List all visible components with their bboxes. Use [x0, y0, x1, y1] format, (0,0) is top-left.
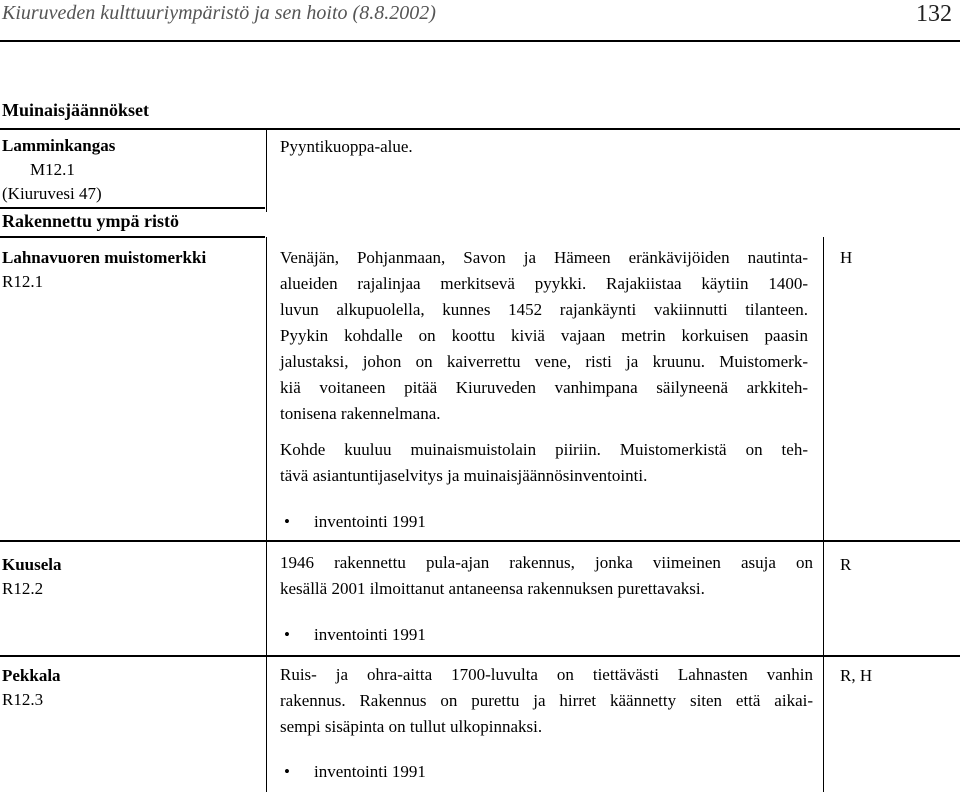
section-heading-rakennettu-ymparisto: Rakennettu ympä ristö	[2, 211, 180, 231]
inventory-bullet	[284, 625, 426, 645]
text-line: tävä asiantuntijaselvitys ja muinaisjäännösinventointi.	[280, 466, 648, 485]
text-line: Pyyntikuoppa-alue.	[280, 137, 413, 156]
document-header-title: Kiuruveden kulttuuriympäristö ja sen hoito (8.8.2002)	[2, 2, 436, 24]
entry-description	[280, 245, 808, 427]
text-line: Kohde kuuluu muinaismuistolain piiriin. Muistomerkistä on teh-	[280, 440, 808, 459]
text-line: 1946 rakennettu pula-ajan rakennus, jonka viimeinen asuja on	[280, 553, 813, 572]
column-divider-left-2	[266, 237, 267, 792]
rule-rakennettu-bottom	[0, 236, 265, 238]
entry-description	[280, 550, 813, 602]
text-line: luvun alkupuolella, kunnes 1452 rajankäynti vakiinnutti tilanteen.	[280, 300, 808, 319]
entry-name: Pekkala	[2, 666, 61, 685]
rule-entry-3	[0, 655, 960, 657]
rule-rakennettu-top	[0, 207, 265, 209]
header-rule	[0, 40, 960, 42]
inventory-bullet	[284, 512, 426, 532]
entry-code: R12.1	[2, 272, 44, 291]
classification: R, H	[840, 666, 873, 685]
page-number: 132	[916, 1, 952, 27]
entry-code: (Kiuruvesi 47)	[2, 184, 102, 203]
entry-code: M12.1	[30, 160, 75, 179]
text-line: kiä voitaneen pitää Kiuruveden vanhimpana säilyneenä arkkiteh-	[280, 378, 808, 397]
bullet-icon: •	[284, 625, 290, 644]
text-line: kesällä 2001 ilmoittanut antaneensa rakennuksen purettavaksi.	[280, 579, 705, 598]
inventory-text: inventointi 1991	[314, 762, 426, 781]
entry-description	[280, 134, 413, 160]
text-line: alueiden rajalinjaa merkitsevä pyykki. Rajakiistaa käytiin 1400-	[280, 274, 808, 293]
text-line: Pyykin kohdalle on koottu kiviä vajaan metrin korkuisen paasin	[280, 326, 808, 345]
classification: H	[840, 248, 853, 267]
inventory-text: inventointi 1991	[314, 512, 426, 531]
rule-entry-2	[0, 540, 960, 542]
text-line: rakennus. Rakennus on purettu ja hirret käännetty siten että aikai-	[280, 691, 813, 710]
entry-code: R12.3	[2, 690, 44, 709]
entry-name: Lamminkangas	[2, 136, 116, 155]
text-line: tonisena rakennelmana.	[280, 404, 441, 423]
inventory-bullet	[284, 762, 426, 782]
text-line: Venäjän, Pohjanmaan, Savon ja Hämeen eränkävijöiden nautinta-	[280, 248, 808, 267]
text-line: jalustaksi, johon on kaiverrettu vene, risti ja kruunu. Muistomerk-	[280, 352, 808, 371]
table-top-rule	[0, 128, 960, 130]
entry-note	[280, 437, 808, 489]
entry-code: R12.2	[2, 579, 44, 598]
inventory-text: inventointi 1991	[314, 625, 426, 644]
bullet-icon: •	[284, 762, 290, 781]
entry-name: Lahnavuoren muistomerkki	[2, 248, 207, 267]
classification: R	[840, 555, 852, 574]
column-divider-right	[823, 237, 824, 792]
text-line: Ruis- ja ohra-aitta 1700-luvulta on tiettävästi Lahnasten vanhin	[280, 665, 813, 684]
entry-description	[280, 662, 813, 740]
bullet-icon: •	[284, 512, 290, 531]
section-heading-muinaisjaannokset: Muinaisjäännökset	[2, 100, 150, 120]
column-divider-left	[266, 128, 267, 212]
text-line: sempi sisäpinta on tullut ulkopinnaksi.	[280, 717, 543, 736]
entry-name: Kuusela	[2, 555, 62, 574]
